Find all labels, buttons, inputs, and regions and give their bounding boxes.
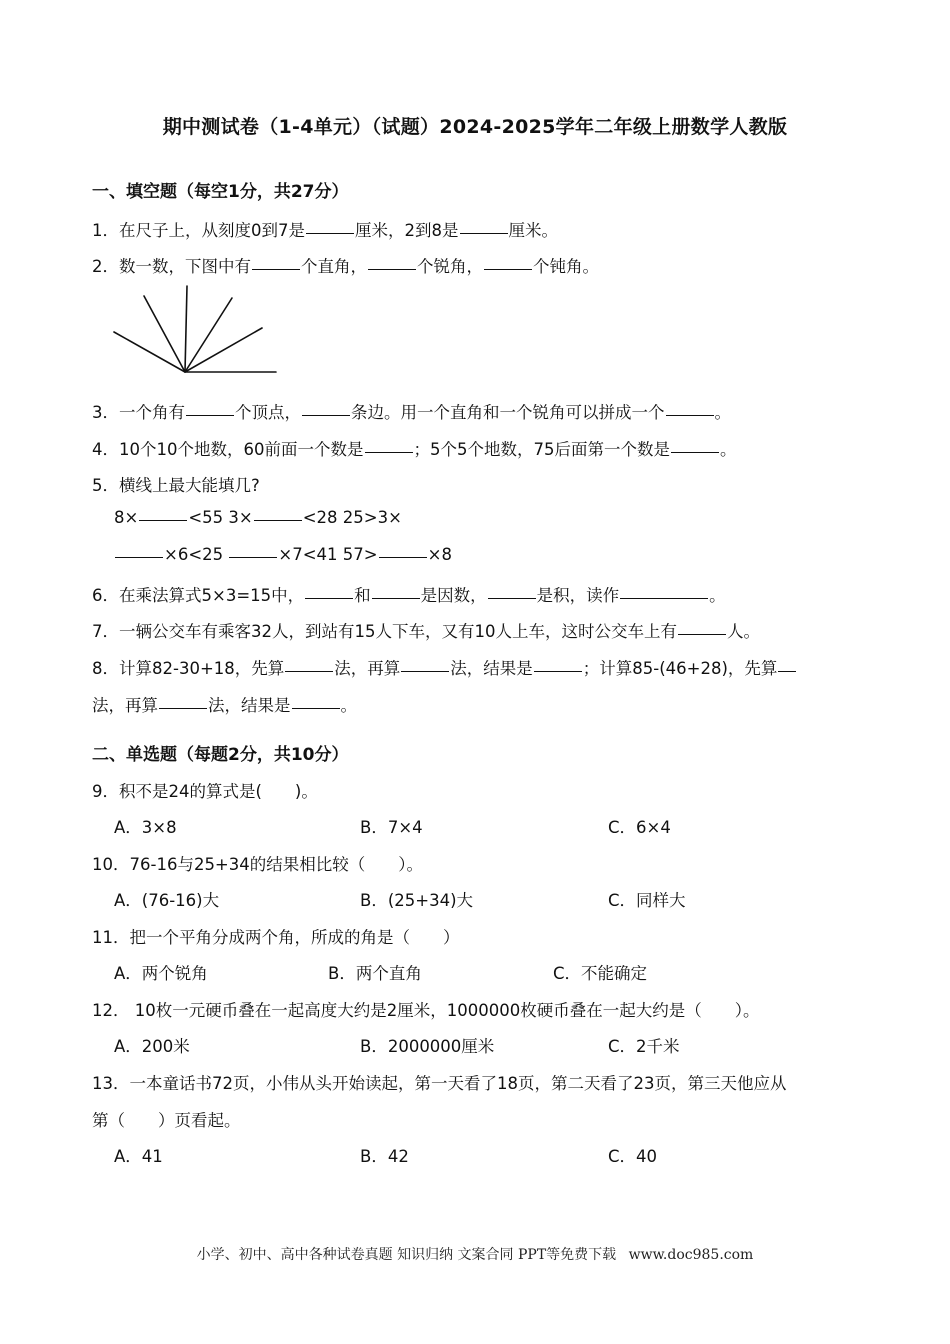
answer-blank[interactable] — [305, 597, 353, 599]
answer-blank[interactable] — [620, 597, 708, 599]
q5-text: ×7<41 57> — [278, 545, 378, 564]
q1-text: 厘米。 — [508, 221, 558, 240]
question-5-row-2 — [114, 545, 452, 564]
q10-option-b[interactable]: B．(25+34)大 — [360, 891, 474, 910]
answer-blank[interactable] — [671, 451, 719, 453]
q5-text: 8× — [114, 508, 139, 527]
answer-blank[interactable] — [488, 597, 536, 599]
q6-text: 6．在乘法算式5×3=15中， — [92, 586, 305, 605]
q3-text: 条边。用一个直角和一个锐角可以拼成一个 — [351, 403, 665, 422]
question-13-line-2: 第（ ）页看起。 — [92, 1111, 241, 1130]
q8-text: 。 — [340, 696, 357, 715]
question-8-line-2 — [92, 692, 357, 716]
section-heading-fill: 一、填空题（每空1分，共27分） — [92, 182, 349, 202]
q13-option-a[interactable]: A．41 — [114, 1147, 163, 1166]
answer-blank[interactable] — [302, 414, 350, 416]
q4-text: ；5个5个地数，75后面第一个数是 — [413, 440, 670, 459]
footer-text: 小学、初中、高中各种试卷真题 知识归纳 文案合同 PPT等免费下载 — [196, 1247, 617, 1263]
q10-option-a[interactable]: A．(76-16)大 — [114, 891, 220, 910]
q10-option-c[interactable]: C．同样大 — [608, 891, 686, 910]
q2-text: 个钝角。 — [533, 257, 599, 276]
answer-blank[interactable] — [666, 414, 714, 416]
q7-text: 人。 — [727, 622, 760, 641]
question-7 — [92, 618, 760, 642]
answer-blank[interactable] — [365, 451, 413, 453]
question-8-line-1 — [92, 655, 797, 679]
q3-text: 。 — [714, 403, 731, 422]
answer-blank[interactable] — [460, 232, 508, 234]
question-13-line-1: 13．一本童话书72页，小伟从头开始读起，第一天看了18页，第二天看了23页，第三天他应从 — [92, 1074, 787, 1093]
answer-blank[interactable] — [115, 556, 163, 558]
q6-text: 和 — [354, 586, 371, 605]
question-11: 11．把一个平角分成两个角，所成的角是（ ） — [92, 928, 460, 947]
q5-text: <55 3× — [188, 508, 253, 527]
question-2 — [92, 253, 599, 277]
question-9: 9．积不是24的算式是( )。 — [92, 782, 318, 801]
q1-text: 1．在尺子上，从刻度0到7是 — [92, 221, 305, 240]
q9-option-c[interactable]: C．6×4 — [608, 818, 671, 837]
q8-text: 法，结果是 — [450, 659, 533, 678]
q9-option-b[interactable]: B．7×4 — [360, 818, 423, 837]
q8-text: 法，再算 — [92, 696, 158, 715]
answer-blank[interactable] — [186, 414, 234, 416]
q8-text: ；计算85-(46+28)，先算 — [582, 659, 778, 678]
answer-blank[interactable] — [379, 556, 427, 558]
angle-fan-figure — [112, 284, 282, 376]
q12-option-c[interactable]: C．2千米 — [608, 1037, 680, 1056]
section-heading-choice: 二、单选题（每题2分，共10分） — [92, 745, 349, 765]
q13-option-c[interactable]: C．40 — [608, 1147, 658, 1166]
page-title: 期中测试卷（1-4单元）（试题）2024-2025学年二年级上册数学人教版 — [162, 116, 788, 138]
answer-blank[interactable] — [229, 556, 277, 558]
q2-text: 个锐角， — [417, 257, 483, 276]
q11-option-c[interactable]: C．不能确定 — [553, 964, 648, 983]
q11-option-a[interactable]: A．两个锐角 — [114, 964, 208, 983]
answer-blank[interactable] — [401, 670, 449, 672]
question-4 — [92, 436, 737, 460]
ray-3 — [185, 286, 187, 372]
question-3 — [92, 399, 731, 423]
q8-text: 法，结果是 — [208, 696, 291, 715]
answer-blank[interactable] — [139, 519, 187, 521]
q6-text: 是因数， — [420, 586, 487, 605]
q8-text: 8．计算82-30+18，先算 — [92, 659, 285, 678]
q5-text: ×8 — [427, 545, 452, 564]
q4-text: 。 — [720, 440, 737, 459]
answer-blank[interactable] — [254, 519, 302, 521]
q7-text: 7．一辆公交车有乘客32人，到站有15人下车，又有10人上车，这时公交车上有 — [92, 622, 677, 641]
page-footer — [0, 1244, 950, 1264]
q13-option-b[interactable]: B．42 — [360, 1147, 409, 1166]
answer-blank[interactable] — [368, 268, 416, 270]
answer-blank[interactable] — [159, 707, 207, 709]
q6-text: 。 — [709, 586, 726, 605]
ray-5 — [185, 328, 262, 372]
answer-blank[interactable] — [778, 670, 796, 672]
q3-text: 个顶点， — [235, 403, 301, 422]
answer-blank[interactable] — [372, 597, 420, 599]
question-10: 10．76-16与25+34的结果相比较（ ）。 — [92, 855, 424, 874]
q2-text: 个直角， — [301, 257, 367, 276]
question-6 — [92, 582, 726, 606]
answer-blank[interactable] — [484, 268, 532, 270]
footer-link[interactable]: www.doc985.com — [628, 1247, 754, 1263]
q12-option-b[interactable]: B．2000000厘米 — [360, 1037, 495, 1056]
q11-option-b[interactable]: B．两个直角 — [328, 964, 422, 983]
question-12: 12． 10枚一元硬币叠在一起高度大约是2厘米，1000000枚硬币叠在一起大约是（ ）。 — [92, 1001, 760, 1020]
question-1 — [92, 217, 558, 241]
answer-blank[interactable] — [678, 633, 726, 635]
q2-text: 2．数一数，下图中有 — [92, 257, 251, 276]
q8-text: 法，再算 — [334, 659, 401, 678]
q1-text: 厘米，2到8是 — [355, 221, 459, 240]
answer-blank[interactable] — [306, 232, 354, 234]
q5-text: ×6<25 — [164, 545, 224, 564]
q6-text: 是积，读作 — [536, 586, 620, 605]
q12-option-a[interactable]: A．200米 — [114, 1037, 190, 1056]
q3-text: 3．一个角有 — [92, 403, 185, 422]
ray-4 — [185, 298, 232, 372]
answer-blank[interactable] — [252, 268, 300, 270]
answer-blank[interactable] — [285, 670, 333, 672]
question-5: 5．横线上最大能填几? — [92, 476, 260, 495]
question-5-row-1 — [114, 508, 402, 527]
q5-text: <28 25>3× — [302, 508, 402, 527]
q9-option-a[interactable]: A．3×8 — [114, 818, 177, 837]
answer-blank[interactable] — [534, 670, 582, 672]
q4-text: 4．10个10个地数，60前面一个数是 — [92, 440, 364, 459]
answer-blank[interactable] — [292, 707, 340, 709]
